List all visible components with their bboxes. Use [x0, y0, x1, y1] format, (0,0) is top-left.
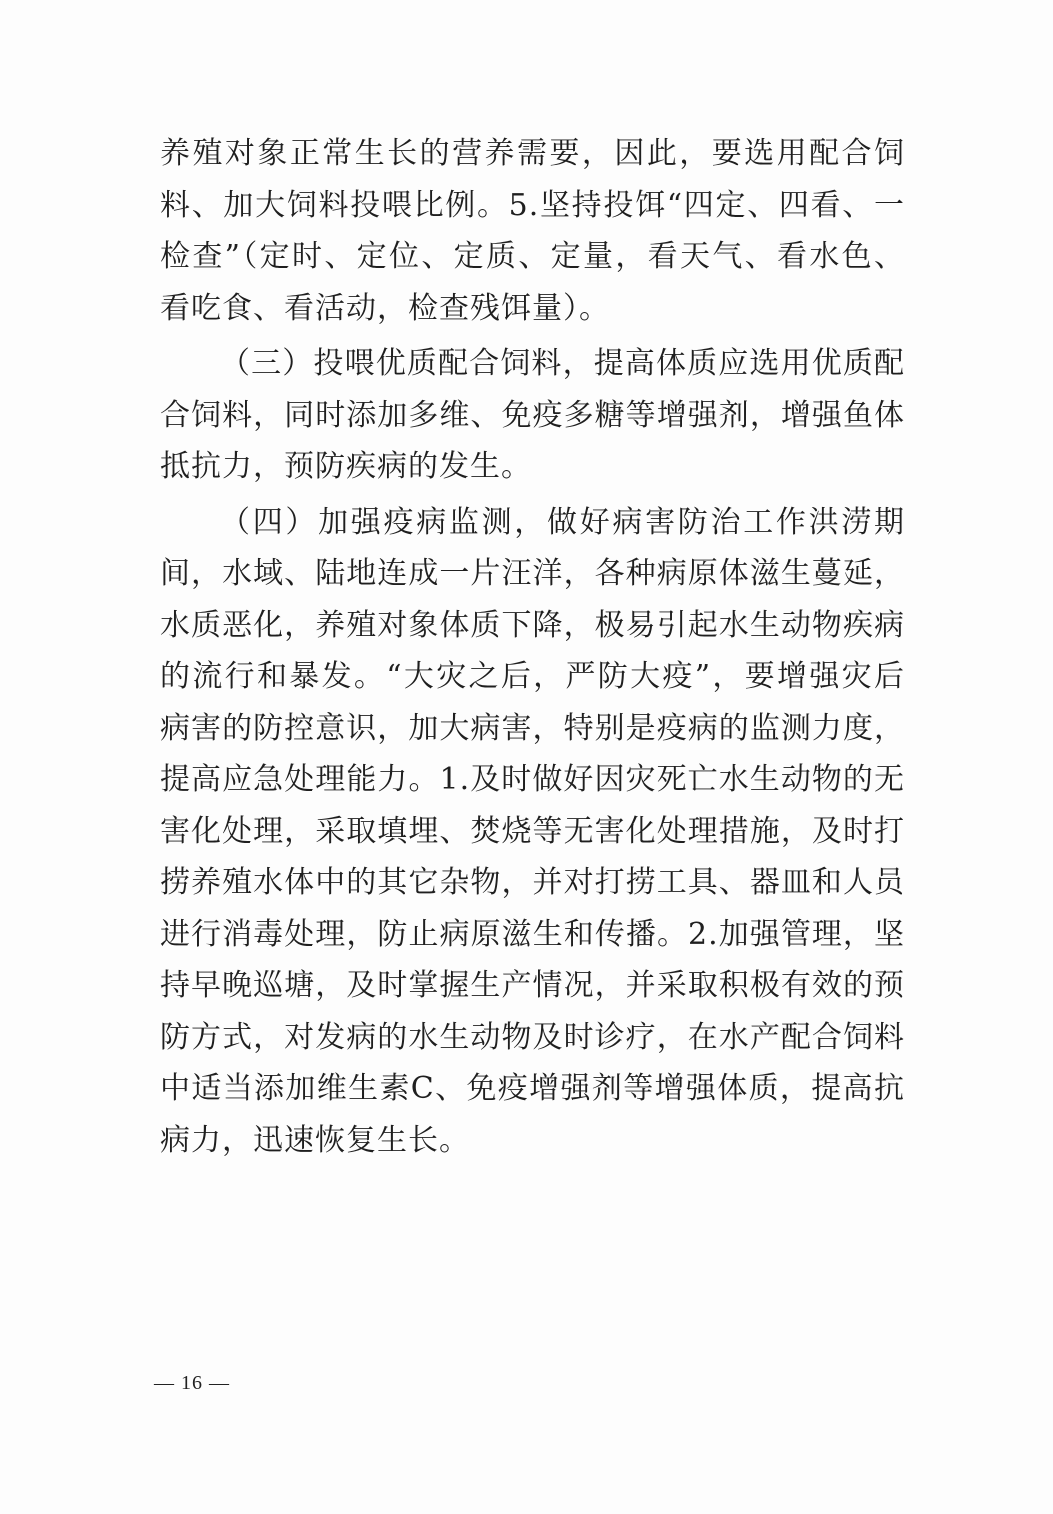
paragraph-section-three: （三）投喂优质配合饲料，提高体质应选用优质配合饲料，同时添加多维、免疫多糖等增强剂，增强鱼体抵抗力，预防疾病的发生。	[160, 346, 905, 484]
body-text	[160, 128, 905, 1166]
paragraph-continued: 养殖对象正常生长的营养需要，因此，要选用配合饲料、加大饲料投喂比例。5.坚持投饵“四定、四看、一检查”（定时、定位、定质、定量，看天气、看水色、看吃食、看活动，检查残饵量）。	[160, 136, 905, 326]
paragraph-section-four: （四）加强疫病监测，做好病害防治工作洪涝期间，水域、陆地连成一片汪洋，各种病原体滋生蔓延，水质恶化，养殖对象体质下降，极易引起水生动物疾病的流行和暴发。“大灾之后，严防大疫”，要增强灾后病害的防控意识，加大病害，特别是疫病的监测力度，提高应急处理能力。1.及时做好因灾死亡水生动物的无害化处理，采取填埋、焚烧等无害化处理措施，及时打捞养殖水体中的其它杂物，并对打捞工具、器皿和人员进行消毒处理，防止病原滋生和传播。2.加强管理，坚持早晚巡塘，及时掌握生产情况，并采取积极有效的预防方式，对发病的水生动物及时诊疗，在水产配合饲料中适当添加维生素C、免疫增强剂等增强体质，提高抗病力，迅速恢复生长。	[160, 504, 905, 1158]
page-number: — 16 —	[154, 1372, 230, 1394]
